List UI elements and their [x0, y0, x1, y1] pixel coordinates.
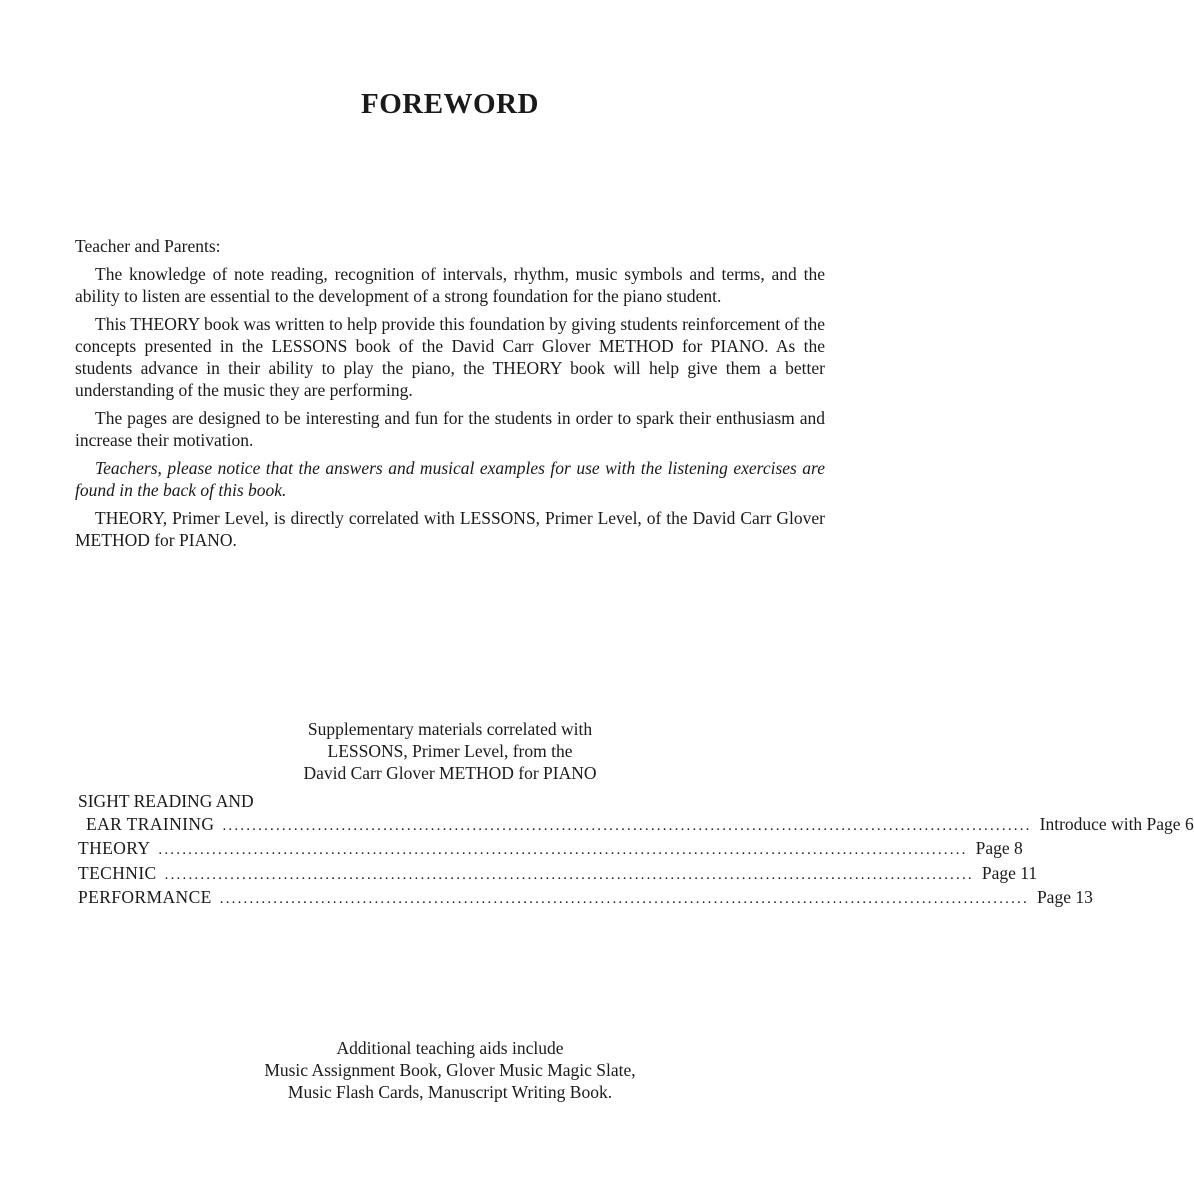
supplementary-list — [78, 790, 1194, 911]
foreword-body — [75, 235, 825, 557]
toc-label: PERFORMANCE — [78, 887, 212, 907]
paragraph-3: The pages are designed to be interesting and fun for the students in order to spark their enthusiasm and increase their motivation. — [75, 408, 825, 450]
toc-row — [78, 837, 1023, 862]
toc-label: EAR TRAINING — [86, 813, 215, 834]
toc-leader-dots: ........................................................................................................................................ — [158, 842, 968, 858]
toc-row — [78, 813, 1194, 838]
teaching-aids — [0, 1037, 900, 1103]
paragraph-1: The knowledge of note reading, recognition of intervals, rhythm, music symbols and terms, and the ability to listen are essential to the development of a strong foundation for the piano student. — [75, 264, 825, 306]
toc-page: Introduce with Page 6 — [1039, 813, 1194, 834]
supplementary-heading — [0, 718, 900, 784]
toc-label-line: SIGHT READING AND — [78, 791, 254, 811]
teaching-aids-line: Music Flash Cards, Manuscript Writing Book. — [287, 1082, 613, 1102]
toc-page: Page 8 — [975, 838, 1023, 858]
toc-leader-dots: ........................................................................................................................................ — [164, 866, 974, 883]
paragraph-2: This THEORY book was written to help provide this foundation by giving students reinforcement of the concepts presented in the LESSONS book of the David Carr Glover METHOD for PIANO. As the students advance in their ability to play the piano, the THEORY book will help give them a better understanding of the music they are performing. — [75, 314, 825, 400]
page-title: FOREWORD — [361, 88, 539, 120]
paragraph-5: THEORY, Primer Level, is directly correlated with LESSONS, Primer Level, of the David Carr Glover METHOD for PIANO. — [75, 508, 825, 550]
supplementary-heading-line: David Carr Glover METHOD for PIANO — [303, 763, 597, 783]
toc-page: Page 11 — [981, 862, 1038, 883]
salutation: Teacher and Parents: — [75, 236, 221, 256]
toc-page: Page 13 — [1036, 887, 1093, 907]
teaching-aids-line: Music Assignment Book, Glover Music Magic Slate, — [264, 1060, 636, 1080]
paragraph-teacher-note: Teachers, please notice that the answers and musical examples for use with the listening exercises are found in the back of this book. — [75, 458, 825, 500]
supplementary-heading-line: LESSONS, Primer Level, from the — [327, 741, 573, 761]
toc-row — [78, 886, 1093, 911]
toc-row — [78, 862, 1038, 887]
toc-label: TECHNIC — [78, 862, 157, 883]
toc-leader-dots: ........................................................................................................................................ — [222, 817, 1032, 834]
supplementary-heading-line: Supplementary materials correlated with — [307, 719, 593, 739]
teaching-aids-line: Additional teaching aids include — [336, 1038, 564, 1058]
toc-label: THEORY — [78, 838, 151, 858]
toc-leader-dots: ........................................................................................................................................ — [219, 891, 1029, 907]
